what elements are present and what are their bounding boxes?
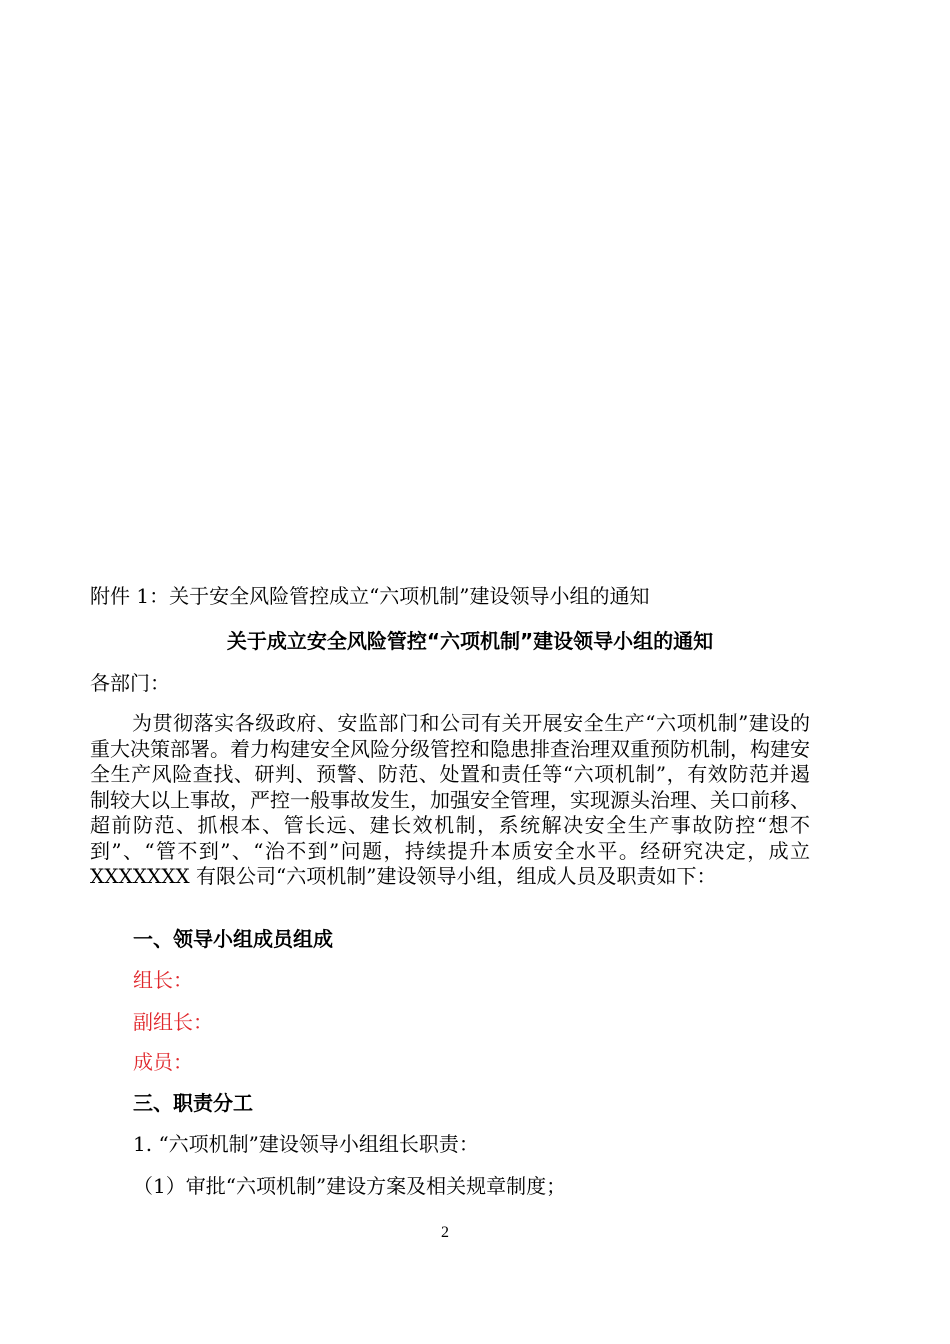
notice-title: 关于成立安全风险管控“六项机制”建设领导小组的通知 [226,629,714,653]
body-paragraph: 为贯彻落实各级政府、安监部门和公司有关开展安全生产“六项机制”建设的重大决策部署。着力构建安全风险分级管控和隐患排查治理双重预防机制，构建安全生产风险查找、研判、预警、防范、处置和责任等“六项机制”，有效防范并遏制较大以上事故，严控一般事故发生，加强安全管理，实现源头治理、关口前移、超前防范、抓根本、管长远、建长效机制，系统解决安全生产事故防控“想不到”、“管不到”、“治不到”问题，持续提升本质安全水平。经研究决定，成立 XXXXXXX 有限公司“六项机制”建设领导小组，组成人员及职责如下： [90,711,810,888]
page-number: 2 [441,1224,449,1241]
responsibility-item-1-1: （1）审批“六项机制”建设方案及相关规章制度； [133,1174,567,1198]
section-one-heading: 一、领导小组成员组成 [133,927,333,951]
members-label: 成员： [133,1050,193,1074]
deputy-leader-label: 副组长： [133,1010,213,1034]
section-three-heading: 三、职责分工 [133,1091,253,1115]
leader-label: 组长： [133,968,193,992]
attachment-line: 附件 1：关于安全风险管控成立“六项机制”建设领导小组的通知 [90,584,650,608]
salutation: 各部门： [90,671,170,695]
responsibility-item-1: 1. “六项机制”建设领导小组组长职责： [133,1132,479,1156]
